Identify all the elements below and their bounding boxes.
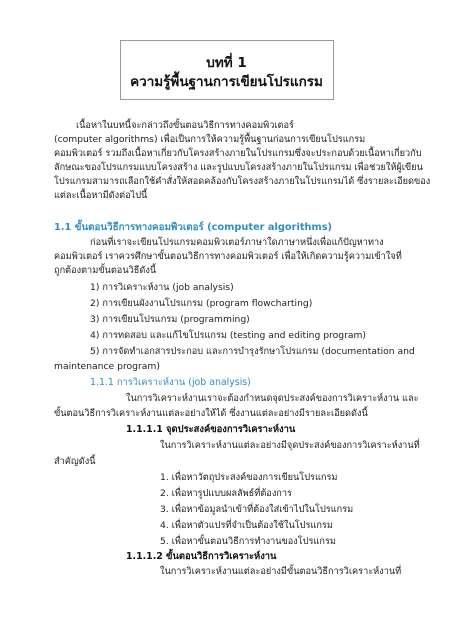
section-1-1-1-1-body-1: ในการวิเคราะห์งานแต่ละอย่างมีจุดประสงค์ของการวิเคราะห์งานที่: [160, 440, 420, 451]
step-item-4: 4) การทดสอบ และแก้ไขโปรแกรม (testing and editing program): [90, 330, 367, 341]
intro-line-3: คอมพิวเตอร์ รวมถึงเนื้อหาเกี่ยวกับโครงสร้างภายในโปรแกรมซึ่งจะประกอบด้วยเนื้อหาเกี่ยวกับ: [54, 148, 422, 159]
section-1-1-1-1-heading: 1.1.1.1 จุดประสงค์ของการวิเคราะห์งาน: [126, 424, 296, 435]
chapter-number: บทที่ 1: [206, 55, 247, 71]
intro-line-5: โปรแกรมสามารถเลือกใช้คำสั่งให้สอดคล้องกับโครงสร้างภายในโปรแกรมได้ ซึ่งรายละเอียดของ: [54, 176, 431, 187]
section-1-1-heading: 1.1 ขั้นตอนวิธีการทางคอมพิวเตอร์ (computer algorithms): [54, 222, 333, 233]
purpose-item-5: 5. เพื่อหาขั้นตอนวิธีการทำงานของโปรแกรม: [160, 536, 336, 547]
section-1-1-1-body-1: ในการวิเคราะห์งานเราจะต้องกำหนดจุดประสงค์ของการวิเคราะห์งาน และ: [126, 393, 419, 404]
purpose-item-3: 3. เพื่อหาข้อมูลนำเข้าที่ต้องใส่เข้าไปในโปรแกรม: [160, 504, 354, 515]
step-item-3: 3) การเขียนโปรแกรม (programming): [90, 314, 250, 325]
purpose-item-1: 1. เพื่อหาวัตถุประสงค์ของการเขียนโปรแกรม: [160, 472, 338, 483]
purpose-item-4: 4. เพื่อหาตัวแปรที่จำเป็นต้องใช้ในโปรแกรม: [160, 520, 333, 531]
section-1-1-1-body-2: ขั้นตอนวิธีการวิเคราะห์งานแต่ละอย่างให้ได้ ซึ่งงานแต่ละอย่างมีรายละเอียดดังนี้: [54, 408, 368, 419]
section-1-1-body-3: ถูกต้องตามขั้นตอนวิธีดังนี้: [54, 265, 157, 276]
step-item-1: 1) การวิเคราะห์งาน (job analysis): [90, 282, 234, 293]
intro-line-4: ลักษณะของโปรแกรมแบบโครงสร้าง และรูปแบบโครงสร้างภายในโปรแกรม เพื่อช่วยให้ผู้เขียน: [54, 162, 423, 173]
intro-line-1: เนื้อหาในบทนี้จะกล่าวถึงขั้นตอนวิธีการทางคอมพิวเตอร์: [76, 120, 294, 131]
section-1-1-1-2-heading: 1.1.1.2 ขั้นตอนวิธีการวิเคราะห์งาน: [126, 551, 277, 562]
section-1-1-1-2-body-1: ในการวิเคราะห์งานแต่ละอย่างมีขั้นตอนวิธีการวิเคราะห์งานที่: [160, 566, 402, 577]
chapter-title: ความรู้พื้นฐานการเขียนโปรแกรม: [130, 74, 323, 90]
step-item-5: 5) การจัดทำเอกสารประกอบ และการบำรุงรักษาโปรแกรม (documentation and: [90, 346, 415, 357]
section-1-1-1-heading: 1.1.1 การวิเคราะห์งาน (job analysis): [90, 377, 251, 388]
section-1-1-1-1-body-2: สำคัญดังนี้: [54, 456, 96, 467]
step-item-2: 2) การเขียนผังงานโปรแกรม (program flowcharting): [90, 298, 313, 309]
section-1-1-body-1: ก่อนที่เราจะเขียนโปรแกรมคอมพิวเตอร์ภาษาใดภาษาหนึ่งเพื่อแก้ปัญหาทาง: [90, 237, 384, 248]
purpose-item-2: 2. เพื่อหารูปแบบผลลัพธ์ที่ต้องการ: [160, 488, 292, 499]
step-item-5-wrap: maintenance program): [54, 361, 160, 372]
intro-line-6: แต่ละเนื้อหามีดังต่อไปนี้: [54, 190, 148, 201]
section-1-1-body-2: คอมพิวเตอร์ เราควรศึกษาขั้นตอนวิธีการทางคอมพิวเตอร์ เพื่อให้เกิดความรู้ความเข้าใจที่: [54, 251, 402, 262]
intro-line-2: (computer algorithms) เพื่อเป็นการให้ความรู้พื้นฐานก่อนการเขียนโปรแกรม: [54, 134, 366, 145]
